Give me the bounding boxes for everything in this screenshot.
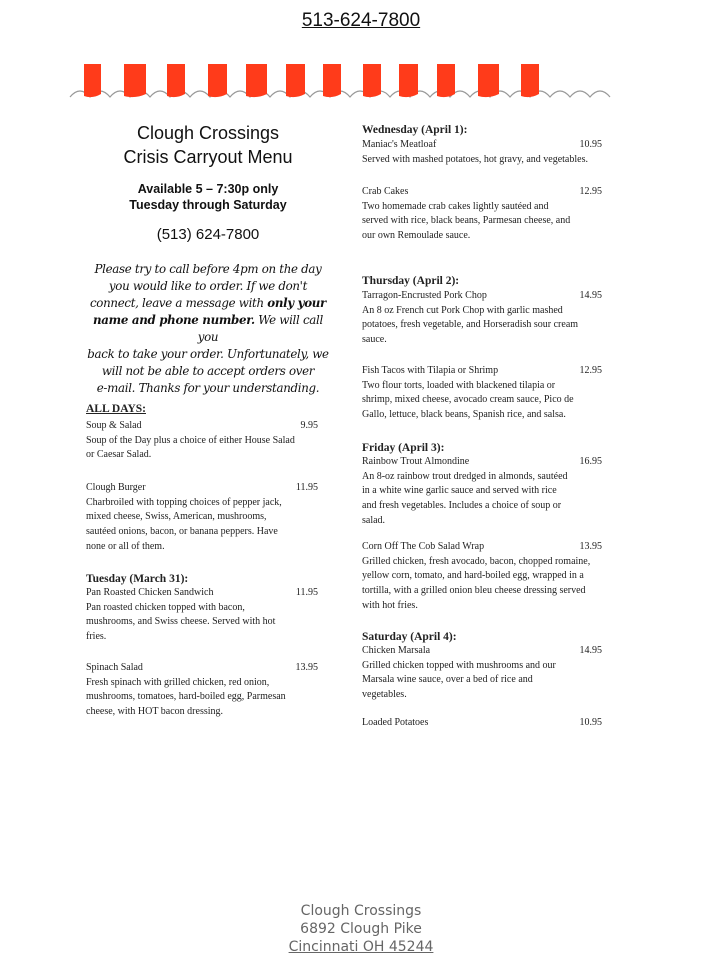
item-price: 14.95 bbox=[579, 645, 602, 656]
section-heading: Saturday (April 4): bbox=[362, 631, 457, 643]
item-description-line: sauce. bbox=[362, 334, 387, 346]
item-name: Rainbow Trout Almondine bbox=[362, 456, 470, 467]
item-description-line: mushrooms, and Swiss cheese. Served with hot bbox=[86, 616, 276, 628]
menu-item bbox=[86, 586, 326, 645]
item-price: 9.95 bbox=[300, 420, 318, 431]
hours bbox=[86, 181, 330, 213]
item-description-line: in a white wine garlic sauce and served with rice bbox=[362, 485, 557, 497]
item-description-line: An 8-oz rainbow trout dredged in almonds, sautéed bbox=[362, 470, 568, 482]
item-description-line: Pan roasted chicken topped with bacon, bbox=[86, 601, 245, 613]
awning-stripe bbox=[208, 64, 227, 97]
item-description-line: potatoes, fresh vegetable, and Horseradish sour cream bbox=[362, 319, 579, 331]
menu-item-header bbox=[86, 481, 318, 496]
menu-item bbox=[362, 540, 624, 614]
menu-item bbox=[362, 185, 624, 244]
footer-street: 6892 Clough Pike bbox=[300, 921, 422, 937]
ordering-note bbox=[86, 261, 330, 397]
menu-item-header bbox=[86, 419, 318, 434]
item-description-line: Two homemade crab cakes lightly sautéed and bbox=[362, 200, 549, 212]
note-line bbox=[86, 261, 330, 278]
item-description-line: sautéed onions, bacon, or banana peppers. Have bbox=[86, 526, 278, 538]
item-name: Soup & Salad bbox=[86, 420, 142, 431]
menu-item bbox=[362, 364, 624, 423]
menu-item-header bbox=[362, 644, 602, 659]
item-description-line: Grilled chicken topped with mushrooms and our bbox=[362, 659, 556, 671]
footer-city[interactable]: Cincinnati OH 45244 bbox=[288, 939, 434, 955]
item-price: 10.95 bbox=[579, 139, 602, 150]
item-name: Maniac's Meatloaf bbox=[362, 139, 437, 150]
menu-name: Crisis Carryout Menu bbox=[123, 147, 293, 167]
menu-item-header bbox=[362, 185, 602, 200]
note-line bbox=[86, 278, 330, 295]
menu-item-header bbox=[86, 661, 318, 676]
item-description-line: Gallo, lettuce, black beans, Spanish rice, and salsa. bbox=[362, 409, 566, 421]
awning-stripe bbox=[286, 64, 305, 97]
note-line bbox=[86, 312, 330, 346]
header-phone: (513) 624-7800 bbox=[156, 226, 260, 243]
item-description-line: served with rice, black beans, Parmesan cheese, and bbox=[362, 215, 571, 227]
hours-time: Available 5 – 7:30p only bbox=[137, 182, 279, 196]
item-description-line: our own Remoulade sauce. bbox=[362, 230, 471, 242]
restaurant-name: Clough Crossings bbox=[136, 123, 280, 143]
item-description-line: Fresh spinach with grilled chicken, red onion, bbox=[86, 676, 270, 688]
awning-stripe bbox=[399, 64, 418, 97]
menu-item-header bbox=[362, 455, 602, 470]
menu-item bbox=[362, 289, 624, 348]
item-price: 14.95 bbox=[579, 290, 602, 301]
item-description-line: vegetables. bbox=[362, 689, 407, 701]
awning-stripe bbox=[363, 64, 381, 97]
item-price: 12.95 bbox=[579, 365, 602, 376]
hours-days: Tuesday through Saturday bbox=[129, 198, 287, 212]
menu-item bbox=[86, 481, 326, 555]
item-price: 16.95 bbox=[579, 456, 602, 467]
item-description-line: mixed cheese, Swiss, American, mushrooms, bbox=[86, 511, 267, 523]
awning-stripe bbox=[246, 64, 267, 97]
note-text: We will call you bbox=[197, 313, 323, 344]
note-line bbox=[86, 346, 330, 363]
menu-section bbox=[86, 571, 326, 587]
item-description-line: Charbroiled with topping choices of pepper jack, bbox=[86, 496, 282, 508]
section-heading: Thursday (April 2): bbox=[362, 275, 460, 287]
menu-item bbox=[362, 455, 624, 529]
item-description-line: fries. bbox=[86, 631, 107, 643]
item-name: Chicken Marsala bbox=[362, 645, 431, 656]
item-description-line: mushrooms, tomatoes, hard-boiled egg, Parmesan bbox=[86, 691, 286, 703]
menu-item-header bbox=[362, 138, 602, 153]
item-price: 13.95 bbox=[295, 662, 318, 673]
awning-stripe bbox=[84, 64, 101, 97]
menu-item-header bbox=[86, 586, 318, 601]
awning-stripe bbox=[521, 64, 539, 97]
menu-item-header bbox=[362, 289, 602, 304]
menu-section bbox=[86, 401, 326, 417]
section-heading: Tuesday (March 31): bbox=[86, 573, 189, 585]
item-price: 10.95 bbox=[579, 717, 602, 728]
awning-stripe bbox=[124, 64, 146, 97]
item-description-line: cheese, with HOT bacon dressing. bbox=[86, 706, 224, 718]
item-name: Clough Burger bbox=[86, 482, 146, 493]
top-phone-number[interactable]: 513-624-7800 bbox=[301, 10, 421, 31]
item-price: 12.95 bbox=[579, 186, 602, 197]
footer-name: Clough Crossings bbox=[300, 903, 422, 919]
menu-item bbox=[362, 644, 624, 703]
item-description-line: with hot fries. bbox=[362, 599, 418, 611]
awning-stripe bbox=[478, 64, 499, 97]
item-description-line: Soup of the Day plus a choice of either House Salad bbox=[86, 434, 295, 446]
menu-item-header bbox=[362, 716, 602, 731]
note-text: back to take your order. Unfortunately, we bbox=[87, 347, 329, 361]
item-description-line: none or all of them. bbox=[86, 540, 165, 552]
item-name: Fish Tacos with Tilapia or Shrimp bbox=[362, 365, 499, 376]
menu-item-header bbox=[362, 364, 602, 379]
section-heading: ALL DAYS: bbox=[86, 403, 146, 415]
item-description-line: salad. bbox=[362, 514, 386, 526]
awning-stripe bbox=[437, 64, 455, 97]
item-price: 13.95 bbox=[579, 541, 602, 552]
item-description-line: An 8 oz French cut Pork Chop with garlic mashed bbox=[362, 304, 563, 316]
menu-section bbox=[362, 440, 624, 456]
awning-stripe bbox=[323, 64, 341, 97]
item-price: 11.95 bbox=[295, 482, 318, 493]
menu-section bbox=[362, 122, 624, 138]
item-description-line: Served with mashed potatoes, hot gravy, and vegetables. bbox=[362, 153, 588, 165]
note-emphasis: only your bbox=[267, 296, 326, 310]
item-description-line: or Caesar Salad. bbox=[86, 449, 152, 461]
menu-item bbox=[86, 419, 326, 463]
item-name: Corn Off The Cob Salad Wrap bbox=[362, 541, 485, 552]
item-description-line: shrimp, mixed cheese, avocado cream sauce, Pico de bbox=[362, 394, 574, 406]
note-line bbox=[86, 363, 330, 380]
item-description-line: Grilled chicken, fresh avocado, bacon, chopped romaine, bbox=[362, 555, 591, 567]
awning-stripe bbox=[167, 64, 185, 97]
item-description-line: Marsala wine sauce, over a bed of rice and bbox=[362, 674, 533, 686]
note-text: Please try to call before 4pm on the day bbox=[94, 262, 322, 276]
awning-decoration bbox=[60, 55, 620, 105]
menu-item-header bbox=[362, 540, 602, 555]
item-name: Tarragon-Encrusted Pork Chop bbox=[362, 290, 487, 301]
item-description-line: yellow corn, tomato, and hard-boiled egg, wrapped in a bbox=[362, 570, 584, 582]
note-text: connect, leave a message with bbox=[90, 296, 268, 310]
menu-section bbox=[362, 629, 624, 645]
section-heading: Wednesday (April 1): bbox=[362, 124, 468, 136]
item-description-line: and fresh vegetables. Includes a choice of soup or bbox=[362, 500, 562, 512]
menu-item bbox=[86, 661, 326, 720]
item-description-line: Two flour torts, loaded with blackened tilapia or bbox=[362, 379, 556, 391]
footer-address bbox=[0, 902, 722, 956]
item-price: 11.95 bbox=[295, 587, 318, 598]
item-description-line: tortilla, with a grilled onion bleu cheese dressing served bbox=[362, 585, 586, 597]
section-heading: Friday (April 3): bbox=[362, 442, 445, 454]
note-text: you would like to order. If we don't bbox=[108, 279, 308, 293]
item-name: Pan Roasted Chicken Sandwich bbox=[86, 587, 214, 598]
menu-item bbox=[362, 138, 624, 167]
item-name: Crab Cakes bbox=[362, 186, 409, 197]
item-name: Spinach Salad bbox=[86, 662, 143, 673]
note-line bbox=[86, 380, 330, 397]
item-name: Loaded Potatoes bbox=[362, 717, 429, 728]
menu-item bbox=[362, 716, 624, 731]
note-emphasis: name and phone number. bbox=[93, 313, 255, 327]
note-text: will not be able to accept orders over bbox=[101, 364, 315, 378]
menu-title bbox=[86, 121, 330, 169]
menu-section bbox=[362, 273, 624, 289]
note-text: e-mail. Thanks for your understanding. bbox=[96, 381, 320, 395]
note-line bbox=[86, 295, 330, 312]
